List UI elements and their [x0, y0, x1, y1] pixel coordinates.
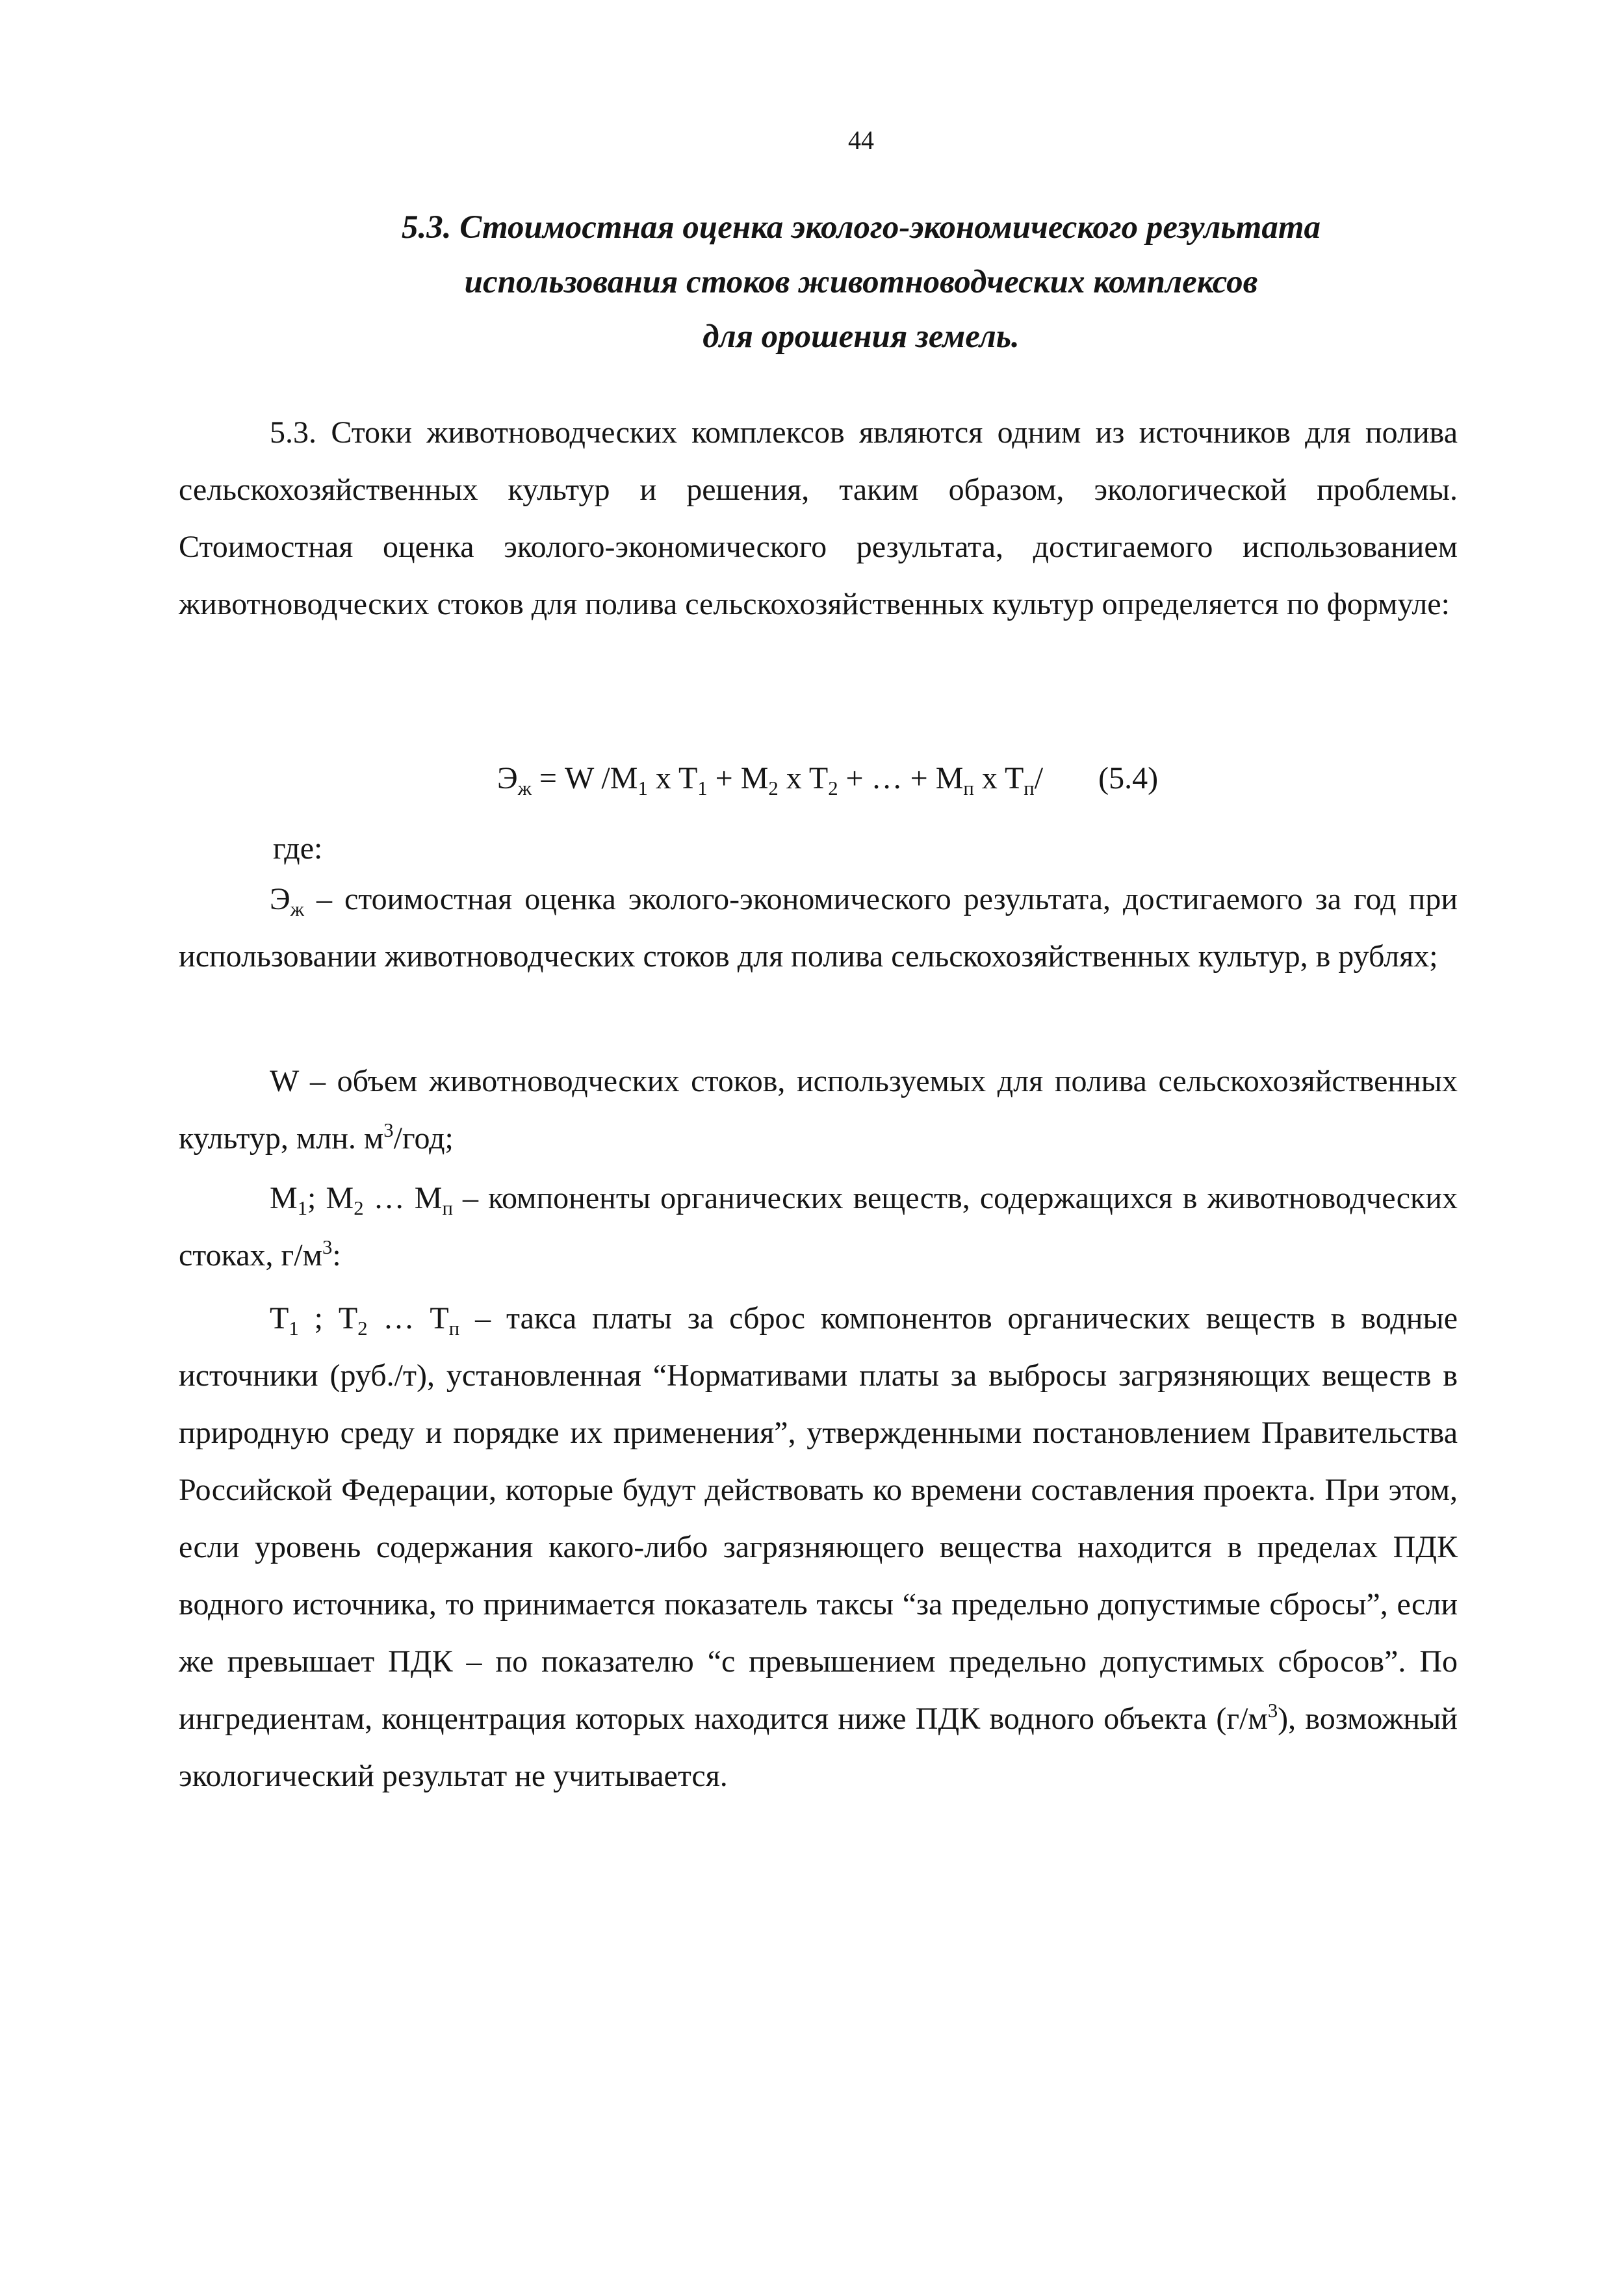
formula-number: (5.4): [1098, 761, 1159, 795]
definition-t: $Т_1$ ; $Т_2$ … $Т_п$ – такса платы за сброс компонентов органических веществ в водные источники (руб./т), установленная “Нормативами платы за выбросы загрязняющих веществ в природную среду и порядке их применения”, утвержденными постановлением Правительства Российской Федерации, которые будут действовать ко времени составления проекта. При этом, если уровень содержания какого-либо загрязняющего вещества находится в пределах ПДК водного источника, то принимается показатель таксы “за предельно допустимые сбросы”, если же превышает ПДК – по показателю “с превышением предельно допустимых сбросов”. По ингредиентам, концентрация которых находится ниже ПДК водного объекта $(г/м^3)$, возможный экологический результат не учитывается.: [179, 1301, 1458, 1793]
section-title: [195, 200, 1527, 364]
title-line-2: использования стоков животноводческих комплексов: [464, 264, 1258, 300]
title-line-3: для орошения земель.: [702, 318, 1020, 355]
intro-paragraph: 5.3. Стоки животноводческих комплексов являются одним из источников для полива сельскохозяйственных культур и решения, таким образом, экологической проблемы. Стоимостная оценка эколого-экономического результата, достигаемого использованием животноводческих стоков для полива сельскохозяйственных культур определяется по формуле:: [179, 415, 1458, 621]
definition-w: W – объем животноводческих стоков, используемых для полива сельскохозяйственных культур, млн. $м^3$/год;: [179, 1064, 1458, 1156]
definition-m: $М_1$; $М_2$ … $М_п$ – компоненты органических веществ, содержащихся в животноводческих стоках, $г/м^3$:: [179, 1181, 1458, 1273]
title-line-1: 5.3. Стоимостная оценка эколого-экономического результата: [401, 209, 1321, 246]
formula-5-4: $Э_ж = W$ $/M_1$ x $T_1 + M_2$ x $T_2$ + … + $M_п$ x $T_п/$ (5.4): [497, 761, 1159, 799]
page-number: 44: [848, 125, 874, 155]
definition-e: $Э_ж$ – стоимостная оценка эколого-экономического результата, достигаемого за год при использовании животноводческих стоков для полива сельскохозяйственных культур, в рублях;: [179, 882, 1458, 974]
where-label: где:: [273, 831, 323, 866]
